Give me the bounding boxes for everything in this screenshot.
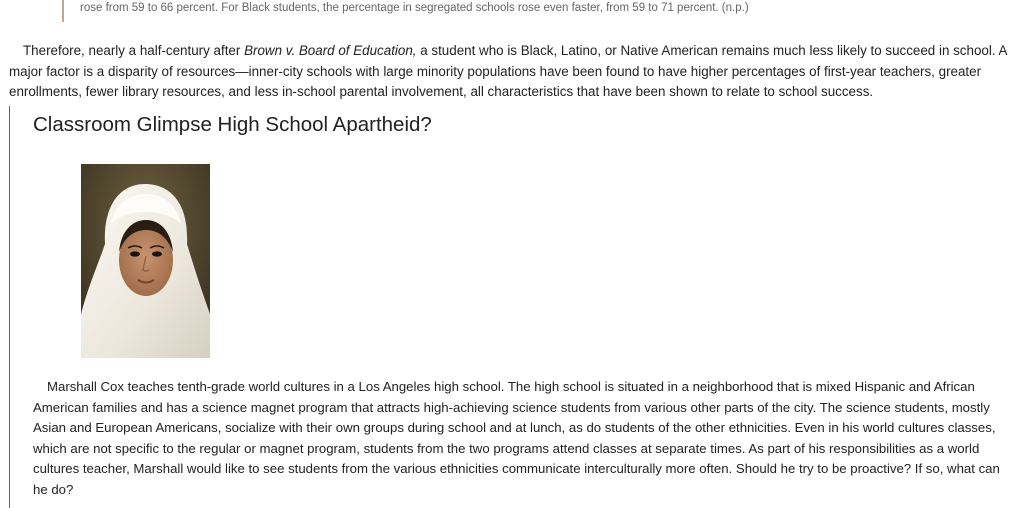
case-name-citation: Brown v. Board of Education, [244, 43, 417, 58]
body-paragraph-suffix: a student who is Black, Latino, or Native American remains much less likely to succeed in school. A major factor is a disparity of resources—inner-city schools with large minority populations have been found to have higher percentages of first-year teachers, greater enrollments, fewer library resources, and less in-school parental involvement, all characteristics that have been shown to relate to school success. [9, 43, 1007, 99]
excerpt-quote-text: rose from 59 to 66 percent. For Black students, the percentage in segregated schools rose even faster, from 59 to 71 percent. (n.p.) [80, 2, 749, 14]
box-title: Classroom Glimpse High School Apartheid? [33, 113, 432, 136]
excerpt-quote-block [62, 0, 804, 22]
right-eye [152, 251, 162, 256]
left-eye [130, 251, 140, 256]
student-photo [81, 164, 210, 358]
body-paragraph [9, 41, 1019, 103]
box-paragraph: Marshall Cox teaches tenth-grade world cultures in a Los Angeles high school. The high school is situated in a neighborhood that is mixed Hispanic and African American families and has a science magnet program that attracts high-achieving science students from various other parts of the city. The science students, mostly Asian and European Americans, socialize with their own groups during school and at lunch, as do students of the other ethnicities. Even in his world cultures classes, which are not specific to the regular or magnet program, students from the two programs attend classes at separate times. As part of his responsibilities as a world cultures teacher, Marshall would like to see students from the various ethnicities communicate interculturally more often. Should he try to be proactive? If so, what can he do? [33, 379, 1000, 497]
classroom-glimpse-box [9, 106, 1010, 508]
body-paragraph-prefix: Therefore, nearly a half-century after [23, 43, 245, 58]
